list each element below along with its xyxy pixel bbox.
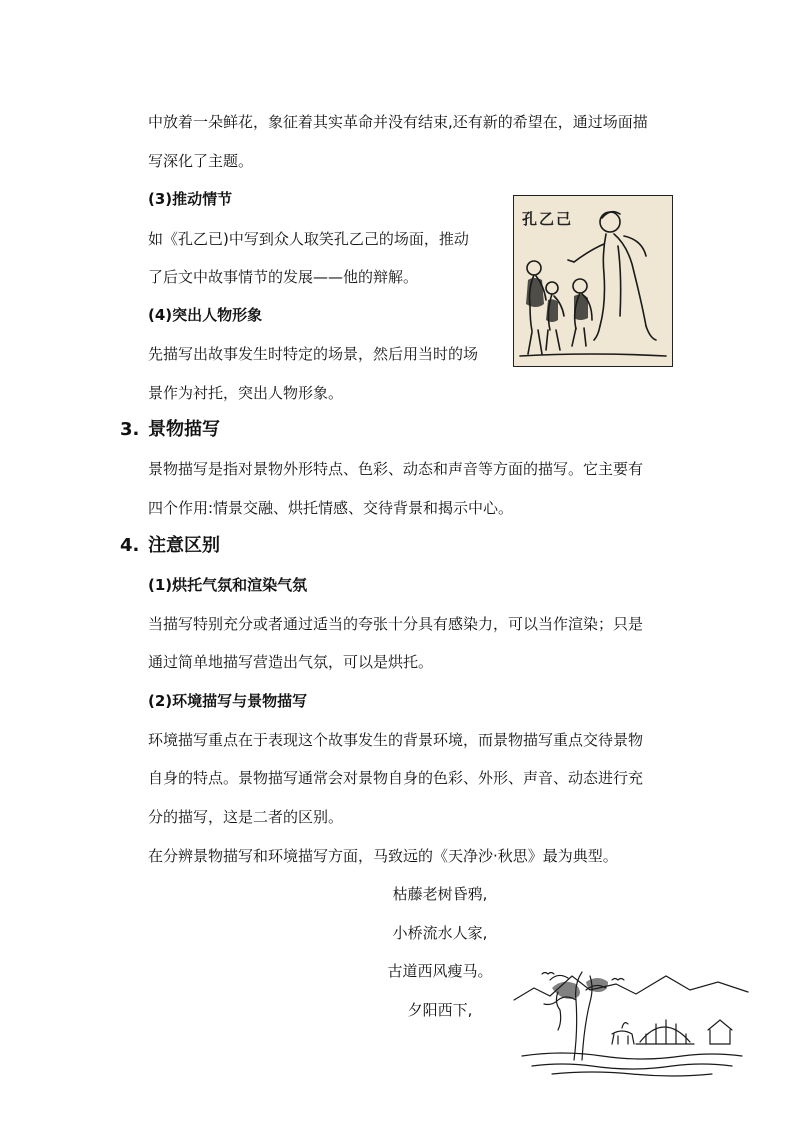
poem-line: 小桥流水人家,	[392, 924, 488, 942]
paragraph-line: 当描写特别充分或者通过适当的夸张十分具有感染力，可以当作渲染；只是	[148, 615, 644, 633]
section-heading-scenery	[120, 418, 220, 442]
poem-line: 枯藤老树昏鸦,	[392, 885, 488, 903]
paragraph-line: 在分辨景物描写和环境描写方面，马致远的《天净沙·秋思》最为典型。	[148, 847, 618, 865]
paragraph-line: 写深化了主题。	[148, 152, 254, 170]
kong-yiji-drawing	[514, 196, 672, 366]
paragraph-line: 中放着一朵鲜花，象征着其实革命并没有结束,还有新的希望在，通过场面描	[148, 113, 648, 131]
subheading-atmosphere: (1)烘托气氛和渲染气氛	[148, 576, 308, 594]
subheading-environment-vs-scenery: (2)环境描写与景物描写	[148, 692, 308, 710]
section-title: 注意区别	[148, 535, 220, 556]
section-number: 4.	[120, 535, 140, 556]
poem-line: 古道西风瘦马。	[387, 962, 493, 980]
section-title: 景物描写	[148, 419, 220, 440]
paragraph-line: 了后文中故事情节的发展——他的辩解。	[148, 268, 419, 286]
paragraph-line: 环境描写重点在于表现这个故事发生的背景环境，而景物描写重点交待景物	[148, 731, 644, 749]
section-heading-distinction	[120, 534, 220, 558]
section-number: 3.	[120, 419, 140, 440]
paragraph-line: 景作为衬托，突出人物形象。	[148, 384, 344, 402]
paragraph-line: 四个作用:情景交融、烘托情感、交待背景和揭示中心。	[148, 499, 514, 517]
paragraph-line: 景物描写是指对景物外形特点、色彩、动态和声音等方面的描写。它主要有	[148, 460, 644, 478]
paragraph-line: 如《孔乙已)中写到众人取笑孔乙己的场面，推动	[148, 230, 469, 248]
subheading-drive-plot: (3)推动情节	[148, 190, 233, 208]
illustration-caption: 孔乙己	[522, 210, 574, 228]
poem-line: 夕阳西下,	[407, 1001, 473, 1019]
paragraph-line: 分的描写，这是二者的区别。	[148, 808, 344, 826]
autumn-landscape-illustration	[512, 960, 750, 1078]
subheading-character-image: (4)突出人物形象	[148, 306, 263, 324]
paragraph-line: 通过简单地描写营造出气氛，可以是烘托。	[148, 653, 434, 671]
kong-yiji-illustration	[513, 195, 673, 367]
paragraph-line: 自身的特点。景物描写通常会对景物自身的色彩、外形、声音、动态进行充	[148, 769, 644, 787]
paragraph-line: 先描写出故事发生时特定的场景，然后用当时的场	[148, 345, 479, 363]
autumn-landscape-drawing	[512, 960, 750, 1078]
